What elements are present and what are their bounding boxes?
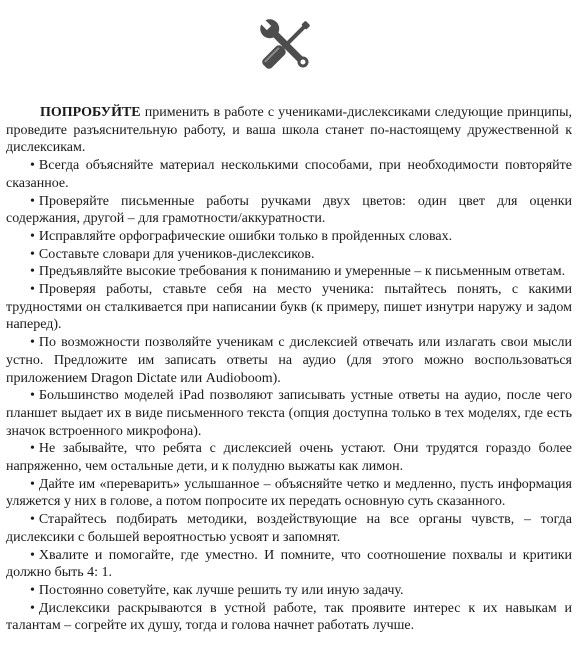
bullet-mark: •: [30, 476, 35, 492]
bullet-mark: •: [30, 264, 35, 280]
bullet-text: Большинство моделей iPad позволяют записывать устные ответы на аудио, после чего планшет выдает их в виде письменного текста (опция доступна только в тех моделях, где есть значок встроенного микрофона).: [6, 388, 572, 439]
bullet-item: [6, 334, 572, 387]
bullet-item: [6, 476, 572, 511]
bullet-text: Проверяйте письменные работы ручками двух цветов: один цвет для оценки содержания, другой – для грамотности/аккуратности.: [6, 193, 572, 227]
bullet-text: Проверяя работы, ставьте себя на место ученика: пытайтесь понять, с какими трудностями он сталкивается при написании букв (к примеру, пишет изнутри наружу и задом наперед).: [6, 282, 572, 333]
wrench-and-screwdriver-icon: [253, 12, 319, 78]
bullet-mark: •: [30, 600, 35, 616]
bullet-text: Всегда объясняйте материал несколькими способами, при необходимости повторяйте сказанное.: [6, 158, 572, 191]
intro-paragraph: [6, 104, 572, 157]
bullet-text: Дислексики раскрываются в устной работе, так проявите интерес к их навыкам и талантам – согрейте их душу, тогда и голова начнет работать лучше.: [6, 600, 572, 634]
bullet-mark: •: [30, 582, 35, 598]
bullet-text: Дайте им «переварить» услышанное – объясняйте четко и медленно, пусть информация уляжется у них в голове, а потом попросите их передать основную суть сказанного.: [6, 476, 572, 510]
bullet-mark: •: [30, 282, 35, 298]
bullet-mark: •: [30, 547, 35, 563]
bullet-mark: •: [30, 228, 35, 244]
bullet-text: Старайтесь подбирать методики, воздействующие на все органы чувств, – тогда дислексики с большей вероятностью усвоят и запомнят.: [6, 512, 572, 545]
bullet-text: Постоянно советуйте, как лучше решить ту или иную задачу.: [38, 582, 404, 598]
bullet-mark: •: [30, 246, 35, 262]
bullet-text: Хвалите и помогайте, где уместно. И помните, что соотношение похвалы и критики должно быть 4: 1.: [6, 547, 572, 581]
bullet-item: [6, 193, 572, 228]
bullet-item: [6, 600, 572, 635]
document-body: [6, 104, 572, 635]
bullet-text: Составьте словари для учеников-дислексиков.: [38, 246, 315, 262]
bullet-item: [6, 547, 572, 582]
bullet-item: [6, 157, 572, 192]
bullet-mark: •: [30, 158, 35, 174]
bullet-text: Предъявляйте высокие требования к пониманию и умеренные – к письменным ответам.: [38, 264, 566, 280]
bullet-item: [6, 263, 572, 281]
bullet-mark: •: [30, 335, 35, 351]
bullet-item: [6, 582, 572, 600]
bullet-item: [6, 281, 572, 334]
bullet-item: [6, 440, 572, 475]
bullet-item: [6, 228, 572, 246]
bullet-item: [6, 387, 572, 440]
bullet-mark: •: [30, 388, 35, 404]
bullet-text: По возможности позволяйте ученикам с дислексией отвечать или излагать свои мысли устно. Предложите им записать ответы на аудио (для этого можно воспользоваться приложением Dragon Dictate или Audioboom).: [6, 335, 572, 386]
bullet-mark: •: [30, 441, 35, 457]
bullet-mark: •: [30, 512, 35, 528]
bullet-text: Исправляйте орфографические ошибки только в пройденных словах.: [38, 228, 453, 244]
bullet-mark: •: [30, 193, 35, 209]
bullet-item: [6, 246, 572, 264]
bullet-item: [6, 511, 572, 546]
bullet-text: Не забывайте, что ребята с дислексией очень устают. Они трудятся гораздо более напряженно, чем остальные дети, и к полудню выжаты как лимон.: [6, 441, 572, 475]
intro-lead: ПОПРОБУЙТЕ: [40, 105, 141, 120]
intro-text: применить в работе с учениками-дислексиками следующие принципы, проведите разъяснительную работу, и ваша школа станет по-настоящему дружественной к дислексикам.: [6, 105, 572, 156]
